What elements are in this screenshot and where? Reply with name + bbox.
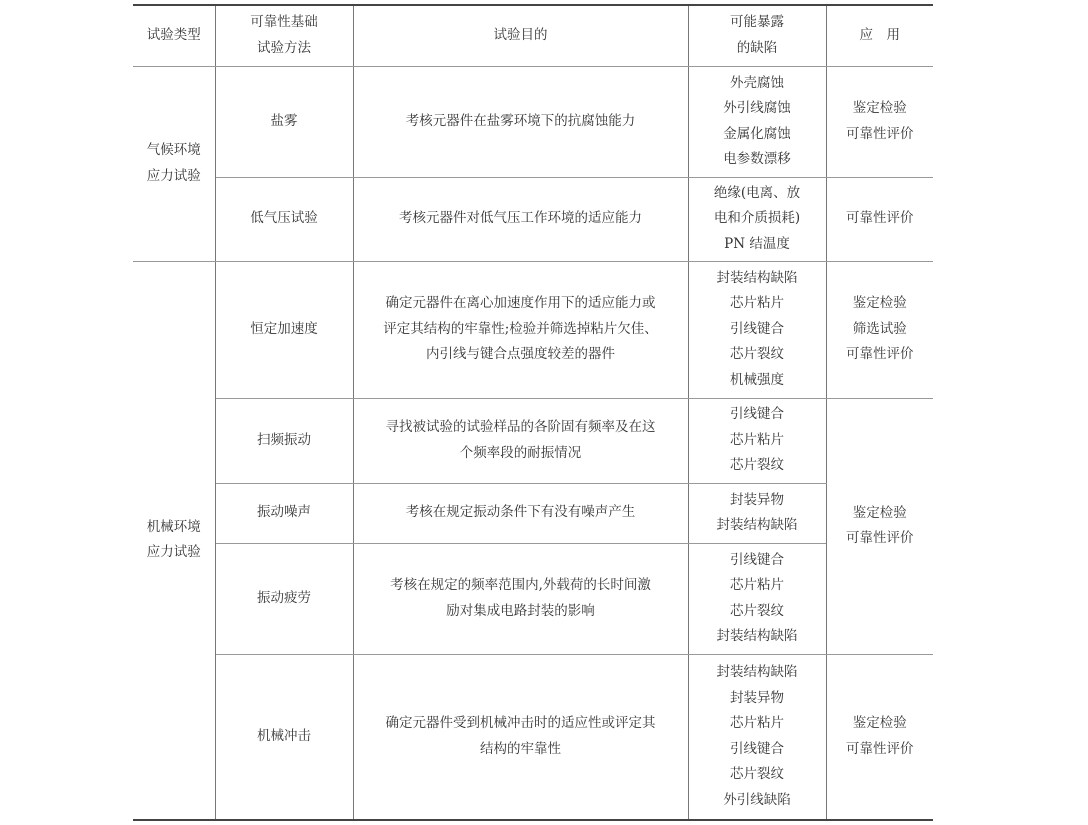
purpose-cell: 确定元器件在离心加速度作用下的适应能力或 评定其结构的牢靠性;检验并筛选掉粘片欠佳、 内引线与键合点强度较差的器件 [353,261,688,398]
purpose-cell: 考核在规定的频率范围内,外载荷的长时间激 励对集成电路封装的影响 [353,543,688,654]
purpose-cell: 考核元器件在盐雾环境下的抗腐蚀能力 [353,66,688,177]
application-cell: 鉴定检验 筛选试验 可靠性评价 [826,261,933,398]
table-row [133,543,933,654]
method-cell: 低气压试验 [215,177,353,261]
header-test-type: 试验类型 [133,5,215,66]
table-row [133,66,933,177]
defects-cell: 绝缘(电离、放 电和介质损耗) PN 结温度 [688,177,826,261]
application-cell: 鉴定检验 可靠性评价 [826,654,933,820]
table-row [133,483,933,543]
purpose-cell: 确定元器件受到机械冲击时的适应性或评定其 结构的牢靠性 [353,654,688,820]
defects-cell: 封装结构缺陷 芯片粘片 引线键合 芯片裂纹 机械强度 [688,261,826,398]
method-cell: 振动疲劳 [215,543,353,654]
defects-cell: 引线键合 芯片粘片 芯片裂纹 封装结构缺陷 [688,543,826,654]
table-row [133,177,933,261]
group-climate: 气候环境 应力试验 [133,66,215,261]
header-application: 应 用 [826,5,933,66]
purpose-cell: 寻找被试验的试验样品的各阶固有频率及在这 个频率段的耐振情况 [353,398,688,483]
method-cell: 恒定加速度 [215,261,353,398]
defects-cell: 封装结构缺陷 封装异物 芯片粘片 引线键合 芯片裂纹 外引线缺陷 [688,654,826,820]
application-cell: 鉴定检验 可靠性评价 [826,398,933,654]
method-cell: 振动噪声 [215,483,353,543]
method-cell: 机械冲击 [215,654,353,820]
method-cell: 扫频振动 [215,398,353,483]
table-row [133,261,933,398]
test-methods-table [133,4,933,821]
purpose-cell: 考核在规定振动条件下有没有噪声产生 [353,483,688,543]
defects-cell: 引线键合 芯片粘片 芯片裂纹 [688,398,826,483]
header-row [133,5,933,66]
header-defects: 可能暴露 的缺陷 [688,5,826,66]
table-row [133,654,933,820]
application-cell: 鉴定检验 可靠性评价 [826,66,933,177]
header-method: 可靠性基础 试验方法 [215,5,353,66]
method-cell: 盐雾 [215,66,353,177]
application-cell: 可靠性评价 [826,177,933,261]
group-mechanical: 机械环境 应力试验 [133,261,215,820]
defects-cell: 外壳腐蚀 外引线腐蚀 金属化腐蚀 电参数漂移 [688,66,826,177]
header-purpose: 试验目的 [353,5,688,66]
table-row [133,398,933,483]
purpose-cell: 考核元器件对低气压工作环境的适应能力 [353,177,688,261]
defects-cell: 封装异物 封装结构缺陷 [688,483,826,543]
